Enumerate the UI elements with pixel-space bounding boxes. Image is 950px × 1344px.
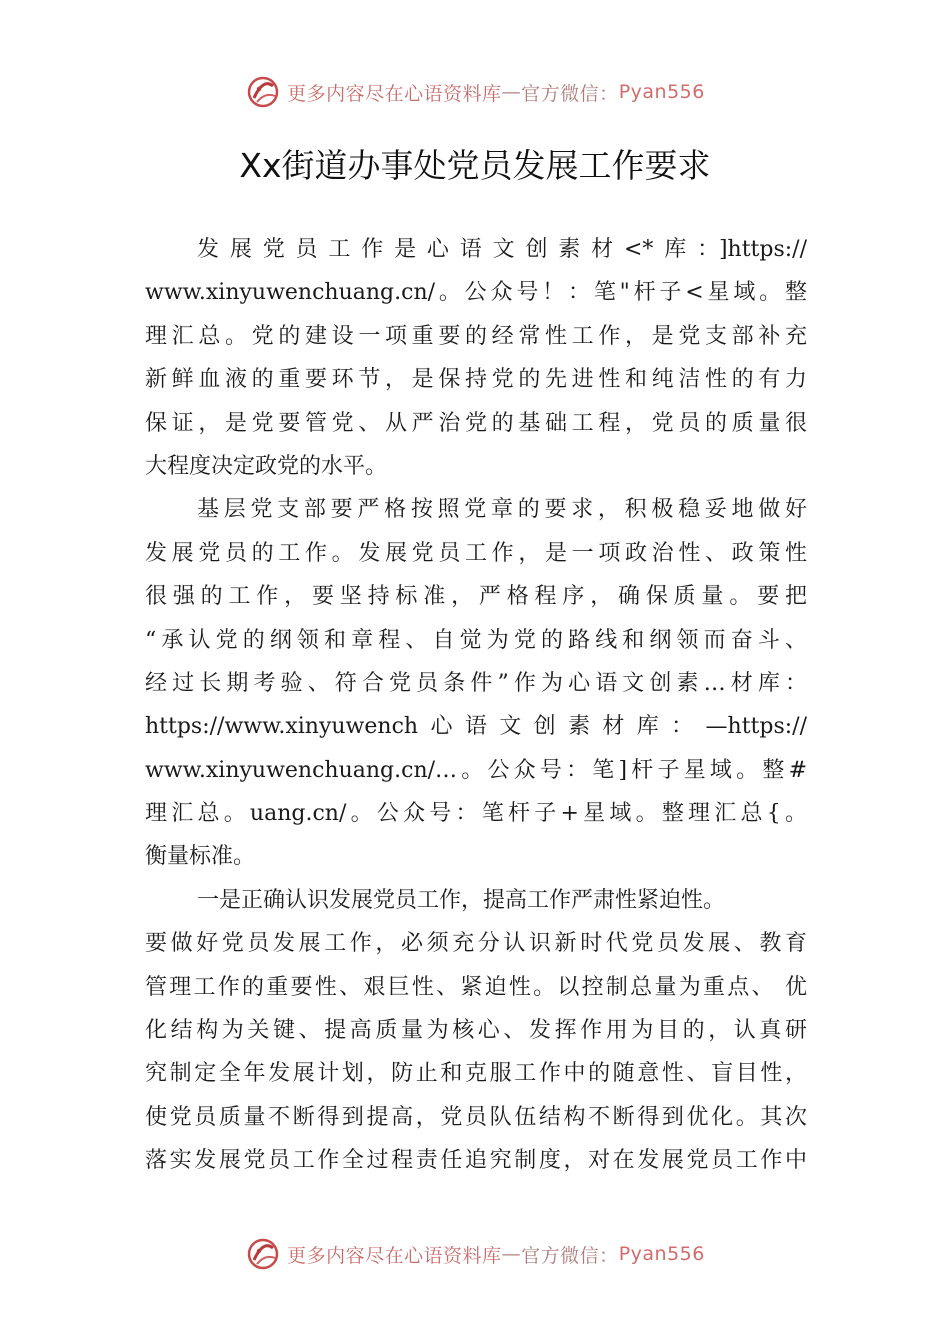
text-line: 新鲜血液的重要环节，是保持党的先进性和纯洁性的有力 — [145, 367, 807, 393]
banner-wechat-id: Pyan556 — [618, 1243, 705, 1265]
text-line: 基层党支部要严格按照党章的要求，积极稳妥地做好 — [197, 497, 807, 523]
banner-wechat-id: Pyan556 — [618, 81, 705, 103]
banner-text: 更多内容尽在心语资料库 — [287, 1244, 502, 1267]
text-line: 经过长期考验、符合党员条件”作为心语文创素…材库： — [145, 670, 807, 696]
text-line: 管理工作的重要性、艰巨性、紧迫性。以控制总量为重点、 优 — [145, 974, 807, 1000]
text-line: 化结构为关键、提高质量为核心、发挥作用为目的，认真研 — [145, 1018, 807, 1044]
text-line: www.xinyuwenchuang.cn/。公众号！：笔"杆子<星域。整 — [145, 280, 807, 306]
text-line: 落实发展党员工作全过程责任追究制度，对在发展党员工作中 — [145, 1148, 807, 1174]
text-line: “承认党的纲领和章程、自觉为党的路线和纲领而奋斗、 — [145, 627, 807, 653]
logo-emblem-icon — [245, 74, 281, 110]
header-banner — [0, 72, 950, 112]
footer-banner — [0, 1234, 950, 1274]
logo-emblem-icon — [245, 1236, 281, 1272]
text-line: 究制定全年发展计划，防止和克服工作中的随意性、盲目性， — [145, 1061, 807, 1087]
text-line: 理汇总。党的建设一项重要的经常性工作，是党支部补充 — [145, 323, 807, 349]
text-line: https://www.xinyuwench心语文创素材库：—https:// — [145, 714, 807, 740]
text-line: 大程度决定政党的水平。 — [145, 453, 388, 479]
text-line: 一是正确认识发展党员工作，提高工作严肃性紧迫性。 — [197, 887, 726, 913]
banner-separator: — — [501, 81, 522, 103]
text-line: www.xinyuwenchuang.cn/…。公众号：笔]杆子星域。整# — [145, 757, 807, 783]
text-line: 理汇总。uang.cn/。公众号：笔杆子+星域。整理汇总{。 — [145, 801, 807, 827]
document-body — [145, 228, 807, 1183]
banner-label: 官方微信： — [521, 82, 619, 105]
banner-separator: — — [501, 1243, 522, 1265]
text-line: 发展党员工作是心语文创素材<*库：]https:// — [197, 237, 807, 262]
banner-label: 官方微信： — [521, 1244, 619, 1267]
text-line: 使党员质量不断得到提高，党员队伍结构不断得到优化。其次 — [145, 1104, 807, 1130]
text-line: 发展党员的工作。发展党员工作，是一项政治性、政策性 — [145, 540, 807, 566]
text-line: 很强的工作，要坚持标准，严格程序，确保质量。要把 — [145, 584, 807, 610]
text-line: 要做好党员发展工作，必须充分认识新时代党员发展、教育 — [145, 931, 807, 957]
banner-text: 更多内容尽在心语资料库 — [287, 82, 502, 105]
document-title: Xx街道办事处党员发展工作要求 — [239, 146, 711, 185]
text-line: 衡量标准。 — [145, 844, 256, 870]
text-line: 保证，是党要管党、从严治党的基础工程，党员的质量很 — [145, 410, 807, 436]
